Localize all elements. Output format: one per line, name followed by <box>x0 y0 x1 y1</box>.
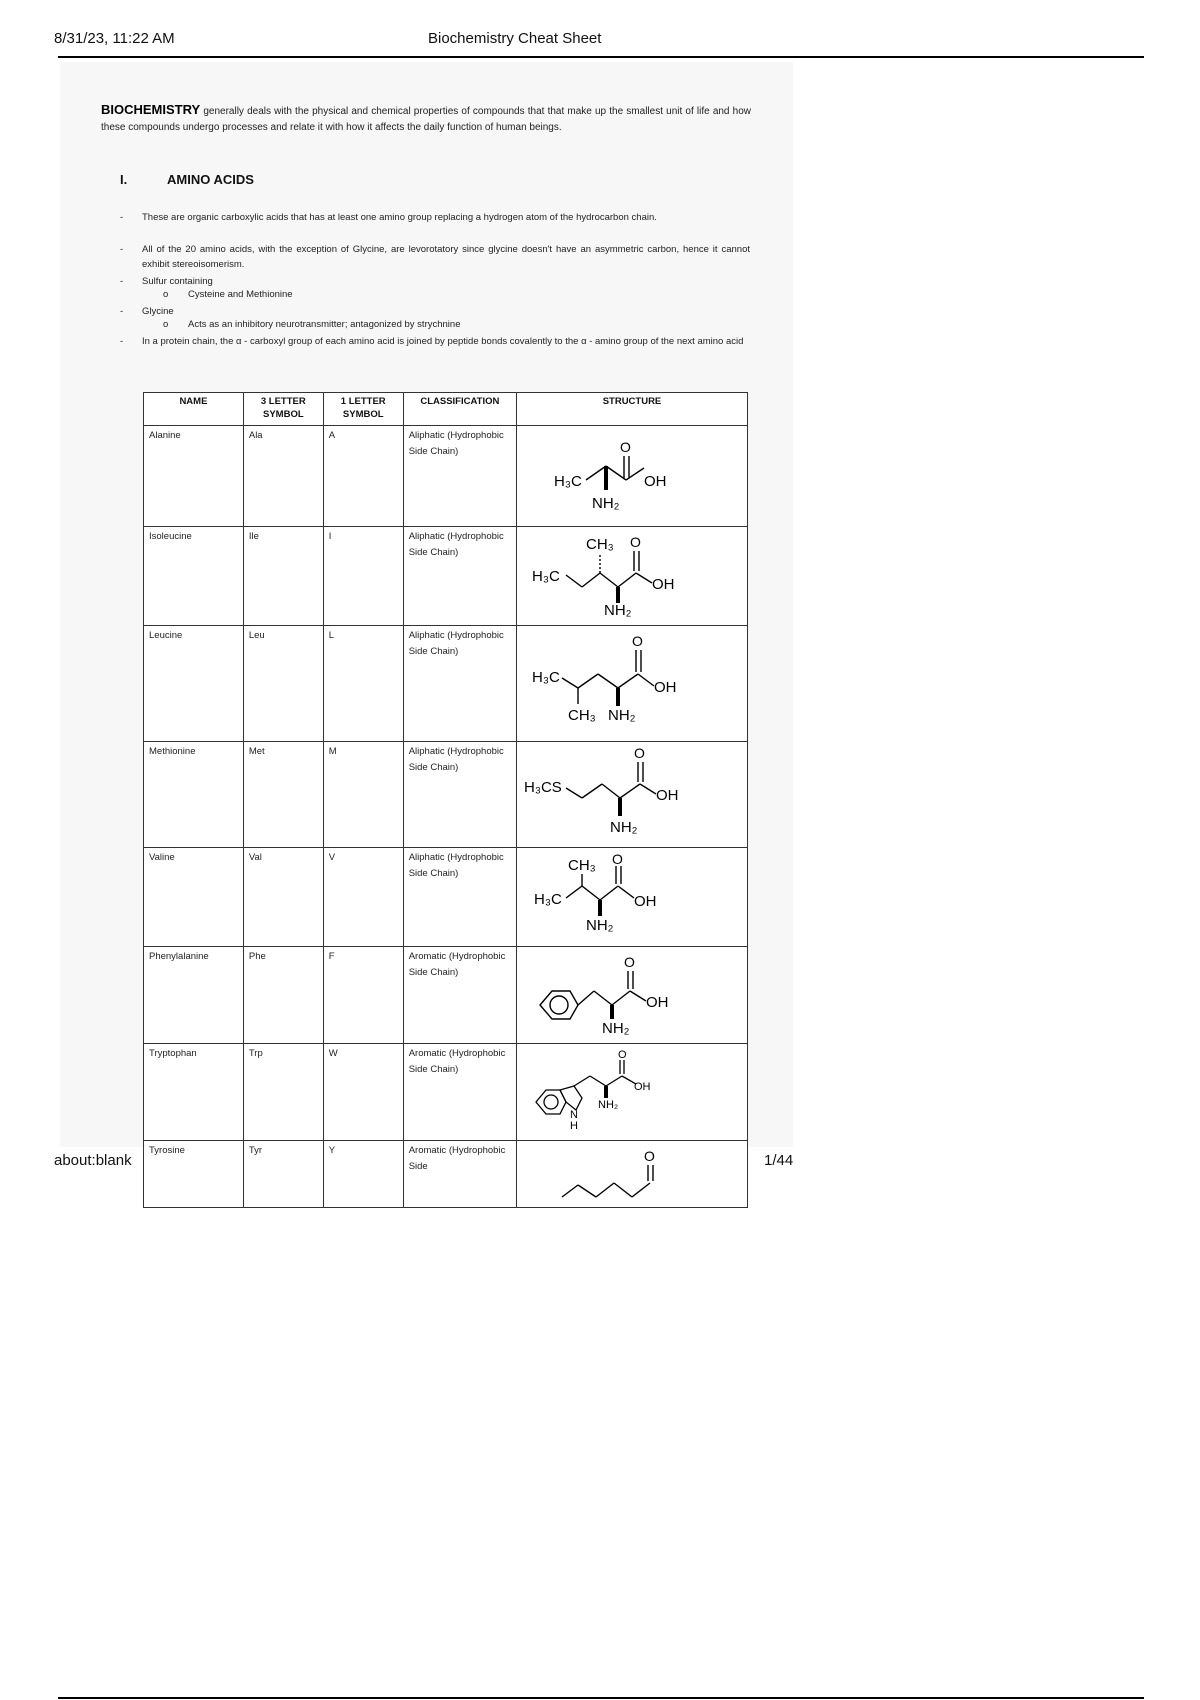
section-title: AMINO ACIDS <box>167 172 254 187</box>
table-row <box>144 848 748 947</box>
cell-classification: Aliphatic (Hydrophobic Side Chain) <box>403 426 516 527</box>
cell-one-letter: A <box>323 426 403 527</box>
col-header-name: NAME <box>144 393 244 426</box>
svg-text:O: O <box>619 439 631 455</box>
table-row <box>144 626 748 742</box>
svg-text:H₃CS: H₃CS <box>523 779 562 796</box>
subbullet-item: Acts as an inhibitory neurotransmitter; antagonized by strychnine <box>188 319 461 330</box>
cell-name: Valine <box>144 848 244 947</box>
intro-paragraph <box>101 102 751 136</box>
table-row <box>144 1044 748 1141</box>
cell-one-letter: L <box>323 626 403 742</box>
svg-text:O: O <box>611 851 623 867</box>
cell-three-letter: Phe <box>243 947 323 1044</box>
svg-text:O: O <box>633 745 645 761</box>
col-header-3-letter: 3 LETTER SYMBOL <box>243 393 323 426</box>
svg-text:OH: OH <box>645 994 669 1011</box>
cell-name: Leucine <box>144 626 244 742</box>
cell-three-letter: Tyr <box>243 1141 323 1208</box>
cell-three-letter: Trp <box>243 1044 323 1141</box>
svg-text:OH: OH <box>655 787 679 804</box>
cell-structure <box>516 626 747 742</box>
svg-text:OH: OH <box>651 576 675 593</box>
svg-text:OH: OH <box>643 473 667 490</box>
bullet-item: - In a protein chain, the α - carboxyl group of each amino acid is joined by peptide bonds covalently to the α - amino group of the next amino acid <box>120 336 744 347</box>
bottom-rule <box>58 1697 1144 1699</box>
table-header-row <box>144 393 748 426</box>
cell-structure <box>516 742 747 848</box>
svg-text:OH: OH <box>633 1081 651 1093</box>
cell-structure <box>516 848 747 947</box>
cell-classification: Aromatic (Hydrophobic Side <box>403 1141 516 1208</box>
cell-classification: Aliphatic (Hydrophobic Side Chain) <box>403 848 516 947</box>
subbullet-marker: o <box>163 319 169 330</box>
svg-text:OH: OH <box>653 679 677 696</box>
svg-text:NH₂: NH₂ <box>609 819 638 836</box>
intro-lead: BIOCHEMISTRY <box>101 102 201 117</box>
cell-name: Isoleucine <box>144 527 244 626</box>
cell-classification: Aliphatic (Hydrophobic Side Chain) <box>403 742 516 848</box>
svg-text:NH₂: NH₂ <box>601 1020 630 1037</box>
svg-text:O: O <box>623 954 635 970</box>
cell-name: Tyrosine <box>144 1141 244 1208</box>
svg-text:NH₂: NH₂ <box>585 917 614 934</box>
cell-three-letter: Ala <box>243 426 323 527</box>
amino-acid-table <box>143 392 748 1208</box>
svg-text:CH₃: CH₃ <box>585 536 614 553</box>
cell-classification: Aliphatic (Hydrophobic Side Chain) <box>403 527 516 626</box>
svg-text:H₃C: H₃C <box>553 473 582 490</box>
col-header-structure: STRUCTURE <box>516 393 747 426</box>
svg-text:NH₂: NH₂ <box>607 707 636 724</box>
cell-one-letter: V <box>323 848 403 947</box>
cell-name: Tryptophan <box>144 1044 244 1141</box>
cell-name: Phenylalanine <box>144 947 244 1044</box>
cell-three-letter: Ile <box>243 527 323 626</box>
cell-structure <box>516 1141 747 1208</box>
svg-text:NH₂: NH₂ <box>603 602 632 619</box>
table-row <box>144 426 748 527</box>
cell-three-letter: Met <box>243 742 323 848</box>
table-row <box>144 742 748 848</box>
cell-classification: Aromatic (Hydrophobic Side Chain) <box>403 947 516 1044</box>
cell-one-letter: W <box>323 1044 403 1141</box>
cell-one-letter: I <box>323 527 403 626</box>
cell-one-letter: F <box>323 947 403 1044</box>
svg-text:N: N <box>569 1109 578 1121</box>
cell-name: Alanine <box>144 426 244 527</box>
cell-structure <box>516 426 747 527</box>
cell-structure <box>516 527 747 626</box>
bullet-item: - All of the 20 amino acids, with the exception of Glycine, are levorotatory since glycine doesn't have an asymmetric carbon, hence it cannot exhibit stereoisomerism. <box>120 244 750 270</box>
table-row <box>144 947 748 1044</box>
phenylalanine-structure <box>522 949 742 1035</box>
methionine-structure <box>522 744 742 839</box>
svg-text:O: O <box>643 1148 655 1164</box>
svg-text:H₃C: H₃C <box>533 891 562 908</box>
cell-one-letter: Y <box>323 1141 403 1208</box>
leucine-structure <box>522 628 742 733</box>
section-heading <box>120 172 254 187</box>
tryptophan-structure <box>522 1046 742 1132</box>
header-rule <box>58 56 1144 58</box>
svg-text:H₃C: H₃C <box>531 568 560 585</box>
cell-three-letter: Val <box>243 848 323 947</box>
cell-classification: Aliphatic (Hydrophobic Side Chain) <box>403 626 516 742</box>
svg-text:NH₂: NH₂ <box>591 495 620 512</box>
svg-text:CH₃: CH₃ <box>567 707 596 724</box>
col-header-classification: CLASSIFICATION <box>403 393 516 426</box>
cell-name: Methionine <box>144 742 244 848</box>
page-counter: 1/44 <box>764 1152 794 1169</box>
cell-one-letter: M <box>323 742 403 848</box>
svg-text:O: O <box>631 633 643 649</box>
svg-text:H₃C: H₃C <box>531 669 560 686</box>
footer-url: about:blank <box>54 1152 132 1169</box>
print-title: Biochemistry Cheat Sheet <box>428 30 602 47</box>
bullet-item: - Glycine <box>120 306 174 317</box>
cell-structure <box>516 1044 747 1141</box>
subbullet-item: Cysteine and Methionine <box>188 289 293 300</box>
cell-structure <box>516 947 747 1044</box>
intro-text: generally deals with the physical and chemical properties of compounds that that make up the smallest unit of life and how these compounds undergo processes and relate it with how it affects the daily function of human beings. <box>101 106 751 133</box>
svg-text:NH₂: NH₂ <box>597 1099 619 1111</box>
tyrosine-structure <box>522 1143 742 1199</box>
valine-structure <box>522 850 742 938</box>
bullet-item: - Sulfur containing <box>120 276 213 287</box>
svg-text:H: H <box>569 1120 578 1132</box>
cell-classification: Aromatic (Hydrophobic Side Chain) <box>403 1044 516 1141</box>
table-row <box>144 1141 748 1208</box>
svg-text:OH: OH <box>633 893 657 910</box>
isoleucine-structure <box>522 529 742 617</box>
print-date: 8/31/23, 11:22 AM <box>54 30 175 47</box>
section-number: I. <box>120 172 128 187</box>
subbullet-marker: o <box>163 289 169 300</box>
col-header-1-letter: 1 LETTER SYMBOL <box>323 393 403 426</box>
svg-text:O: O <box>629 534 641 550</box>
table-row <box>144 527 748 626</box>
cell-three-letter: Leu <box>243 626 323 742</box>
alanine-structure <box>522 428 742 518</box>
bullet-item: - These are organic carboxylic acids that has at least one amino group replacing a hydrogen atom of the hydrocarbon chain. <box>120 212 657 223</box>
svg-text:O: O <box>617 1049 627 1061</box>
svg-text:CH₃: CH₃ <box>567 857 596 874</box>
